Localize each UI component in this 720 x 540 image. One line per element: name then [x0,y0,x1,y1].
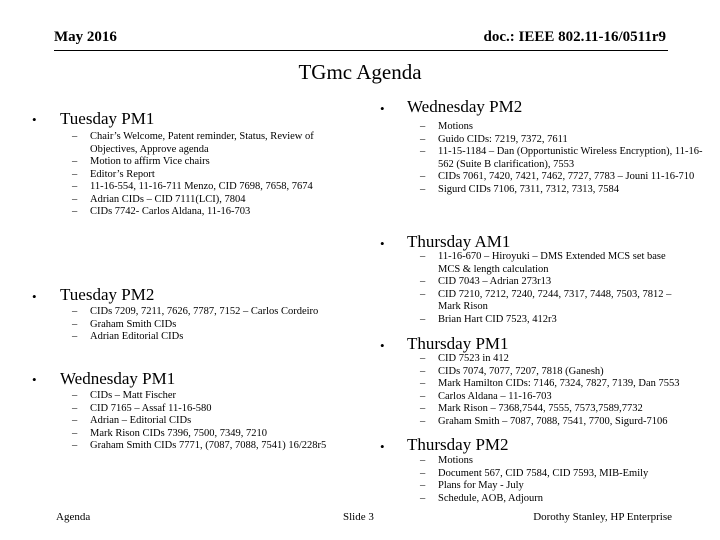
list-item: – Chair’s Welcome, Patent reminder, Status, Review of Objectives, Approve agenda [72,131,344,156]
section-title: Tuesday PM1 [60,109,155,128]
list-item: – Schedule, AOB, Adjourn [420,493,700,506]
section-bullet: • [380,101,385,116]
list-item: – 11-15-1184 – Dan (Opportunistic Wireless Encryption), 11-16-562 (Suite B clarification), 7553 [420,146,710,171]
list-item: – 11-16-554, 11-16-711 Menzo, CID 7698, 7658, 7674 [72,181,344,194]
list-item: – Adrian – Editorial CIDs [72,415,372,428]
list-item: – Motions [420,121,710,134]
section-items [72,131,344,219]
section-bullet: • [380,439,385,454]
list-item: – Graham Smith CIDs 7771, (7087, 7088, 7541) 16/228r5 [72,440,372,453]
list-item: – 11-16-670 – Hiroyuki – DMS Extended MCS set base MCS & length calculation [420,251,690,276]
section-bullet: • [380,236,385,251]
list-item: – CIDs 7209, 7211, 7626, 7787, 7152 – Carlos Cordeiro [72,306,372,319]
list-item: – Adrian CIDs – CID 7111(LCI), 7804 [72,194,344,207]
list-item: – CID 7043 – Adrian 273r13 [420,276,690,289]
list-item: – Plans for May - July [420,480,700,493]
section-items [420,121,710,196]
list-item: – Sigurd CIDs 7106, 7311, 7312, 7313, 7584 [420,184,710,197]
list-item: – CID 7165 – Assaf 11-16-580 [72,403,372,416]
section-bullet: • [32,112,37,127]
list-item: – CIDs 7074, 7077, 7207, 7818 (Ganesh) [420,366,716,379]
header-divider [54,50,668,51]
section-items [420,353,716,428]
section-items [420,251,690,326]
section-title: Thursday PM1 [407,334,509,353]
list-item: – Mark Rison – 7368,7544, 7555, 7573,7589,7732 [420,403,716,416]
list-item: – CIDs 7061, 7420, 7421, 7462, 7727, 7783 – Jouni 11-16-710 [420,171,710,184]
header-date: May 2016 [54,29,117,45]
list-item: – Mark Hamilton CIDs: 7146, 7324, 7827, 7139, Dan 7553 [420,378,716,391]
list-item: – Adrian Editorial CIDs [72,331,372,344]
list-item: – Mark Rison CIDs 7396, 7500, 7349, 7210 [72,428,372,441]
list-item: – Graham Smith – 7087, 7088, 7541, 7700, Sigurd-7106 [420,416,716,429]
list-item: – Motions [420,455,700,468]
list-item: – Brian Hart CID 7523, 412r3 [420,314,690,327]
section-title: Thursday PM2 [407,435,509,454]
section-title: Wednesday PM2 [407,97,523,116]
slide-number: Slide 3 [343,511,374,523]
list-item: – CIDs 7742- Carlos Aldana, 11-16-703 [72,206,344,219]
list-item: – Editor’s Report [72,169,344,182]
section-items [420,455,700,505]
section-title: Wednesday PM1 [60,369,176,388]
list-item: – CIDs – Matt Fischer [72,390,372,403]
footer-left: Agenda [56,511,91,523]
footer-author: Dorothy Stanley, HP Enterprise [533,511,672,523]
section-title: Tuesday PM2 [60,285,155,304]
section-bullet: • [32,289,37,304]
section-bullet: • [380,338,385,353]
list-item: – CID 7523 in 412 [420,353,716,366]
section-items [72,306,372,344]
list-item: – Guido CIDs: 7219, 7372, 7611 [420,134,710,147]
list-item: – Graham Smith CIDs [72,319,372,332]
section-items [72,390,372,453]
slide-title: TGmc Agenda [298,60,422,84]
list-item: – Document 567, CID 7584, CID 7593, MIB-Emily [420,468,700,481]
list-item: – CID 7210, 7212, 7240, 7244, 7317, 7448, 7503, 7812 – Mark Rison [420,289,690,314]
section-bullet: • [32,372,37,387]
header-doc-id: doc.: IEEE 802.11-16/0511r9 [483,29,666,45]
section-title: Thursday AM1 [407,232,511,251]
list-item: – Motion to affirm Vice chairs [72,156,344,169]
list-item: – Carlos Aldana – 11-16-703 [420,391,716,404]
